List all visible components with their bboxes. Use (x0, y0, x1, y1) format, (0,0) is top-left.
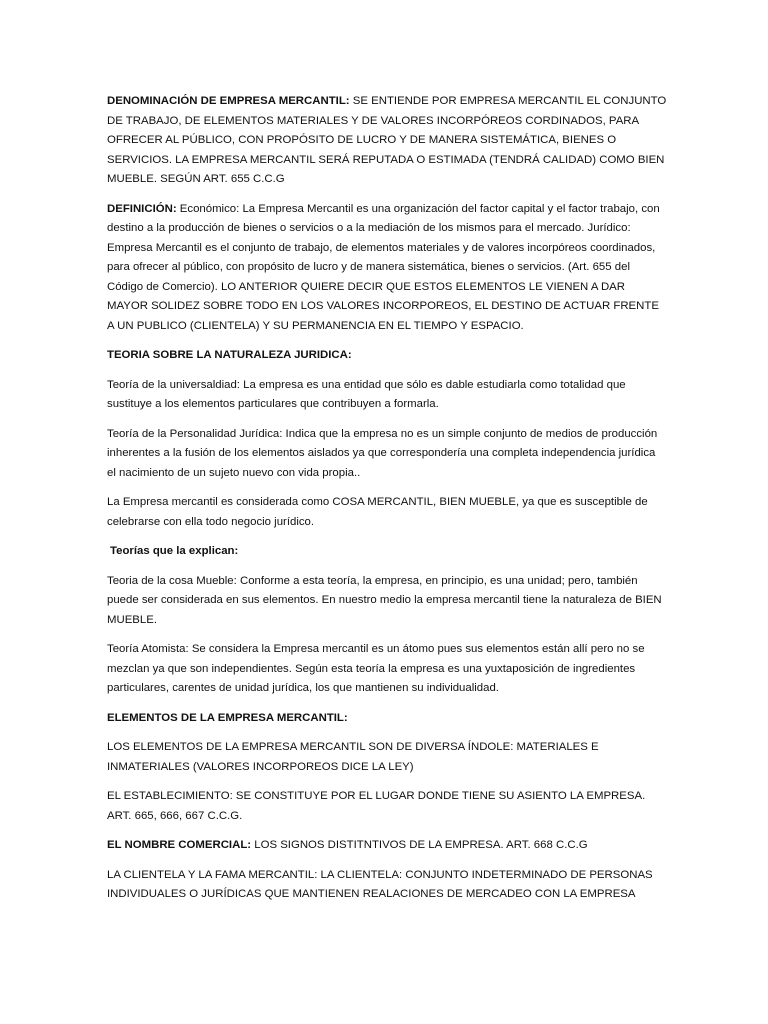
definicion-paragraph (107, 200, 667, 337)
nombre-comercial-text: LOS SIGNOS DISTITNTIVOS DE LA EMPRESA. ART. 668 C.C.G (251, 839, 588, 851)
elementos-heading: ELEMENTOS DE LA EMPRESA MERCANTIL: (107, 711, 348, 724)
nombre-comercial-paragraph (107, 836, 667, 856)
elementos-paragraph: LOS ELEMENTOS DE LA EMPRESA MERCANTIL SON DE DIVERSA ÍNDOLE: MATERIALES E INMATERIALES (VALORES INCORPOREOS DICE LA LEY) (107, 741, 599, 773)
teorias-heading: Teorías que la explican: (110, 545, 239, 557)
establecimiento-paragraph: EL ESTABLECIMIENTO: SE CONSTITUYE POR EL LUGAR DONDE TIENE SU ASIENTO LA EMPRESA. ART. 665, 666, 667 C.C.G. (107, 790, 646, 822)
naturaleza-heading: TEORIA SOBRE LA NATURALEZA JURIDICA: (107, 349, 352, 361)
cosa-mueble-paragraph: Teoria de la cosa Mueble: Conforme a esta teoría, la empresa, en principio, es una unidad; pero, también puede ser considerada en sus elementos. En nuestro medio la empresa mercantil tiene la naturaleza de BIEN MUEBLE. (107, 574, 662, 626)
denominacion-paragraph (107, 92, 667, 190)
definicion-text: Económico: La Empresa Mercantil es una organización del factor capital y el factor trabajo, con destino a la producción de bienes o servicios o a la mediación de los mismos para el mercado. Jurídico: Empresa Mercantil es el conjunto de trabajo, de elementos materiales y de valores incorpóreos coordinados, para ofrecer al público, con propósito de lucro y de manera sistemática, bienes o servicios. (Art. 655 del Código de Comercio). LO ANTERIOR QUIERE DECIR QUE ESTOS ELEMENTOS LE VIENEN A DAR MAYOR SOLIDEZ SOBRE TODO EN LOS VALORES INCORPOREOS, EL DESTINO DE ACTUAR FRENTE A UN PUBLICO (CLIENTELA) Y SU PERMANENCIA EN EL TIEMPO Y ESPACIO. (107, 202, 660, 332)
denominacion-text: SE ENTIENDE POR EMPRESA MERCANTIL EL CONJUNTO DE TRABAJO, DE ELEMENTOS MATERIALES Y DE VALORES INCORPÓREOS CORDINADOS, PARA OFRECER AL PÚBLICO, CON PROPÓSITO DE LUCRO Y DE MANERA SISTEMÁTICA, BIENES O SERVICIOS. LA EMPRESA MERCANTIL SERÁ REPUTADA O ESTIMADA (TENDRÁ CALIDAD) COMO BIEN MUEBLE. SEGÚN ART. 655 C.C.G (107, 95, 667, 185)
definicion-heading: DEFINICIÓN: (107, 202, 177, 215)
cosa-mercantil-paragraph: La Empresa mercantil es considerada como COSA MERCANTIL, BIEN MUEBLE, ya que es susceptible de celebrarse con ella todo negocio jurídico. (107, 496, 648, 528)
universalidad-paragraph: Teoría de la universaldiad: La empresa es una entidad que sólo es dable estudiarla como totalidad que sustituye a los elementos particulares que contribuyen a formarla. (107, 378, 626, 410)
personalidad-paragraph: Teoría de la Personalidad Jurídica: Indica que la empresa no es un simple conjunto de medios de producción inherentes a la fusión de los elementos aislados ya que correspondería una completa independencia jurídica el nacimiento de un sujeto nuevo con vida propia.. (107, 427, 658, 479)
denominacion-heading: DENOMINACIÓN DE EMPRESA MERCANTIL: (107, 95, 350, 107)
clientela-paragraph: LA CLIENTELA Y LA FAMA MERCANTIL: LA CLIENTELA: CONJUNTO INDETERMINADO DE PERSONAS INDIVIDUALES O JURÍDICAS QUE MANTIENEN REALACIONES DE MERCADEO CON LA EMPRESA (107, 868, 653, 900)
document-page (107, 92, 667, 915)
nombre-comercial-heading: EL NOMBRE COMERCIAL: (107, 839, 252, 851)
atomista-paragraph: Teoría Atomista: Se considera la Empresa mercantil es un átomo pues sus elementos están allí pero no se mezclan ya que son independientes. Según esta teoría la empresa es una yuxtaposición de ingredientes particulares, carentes de unidad jurídica, los que mantienen su individualidad. (107, 643, 645, 694)
